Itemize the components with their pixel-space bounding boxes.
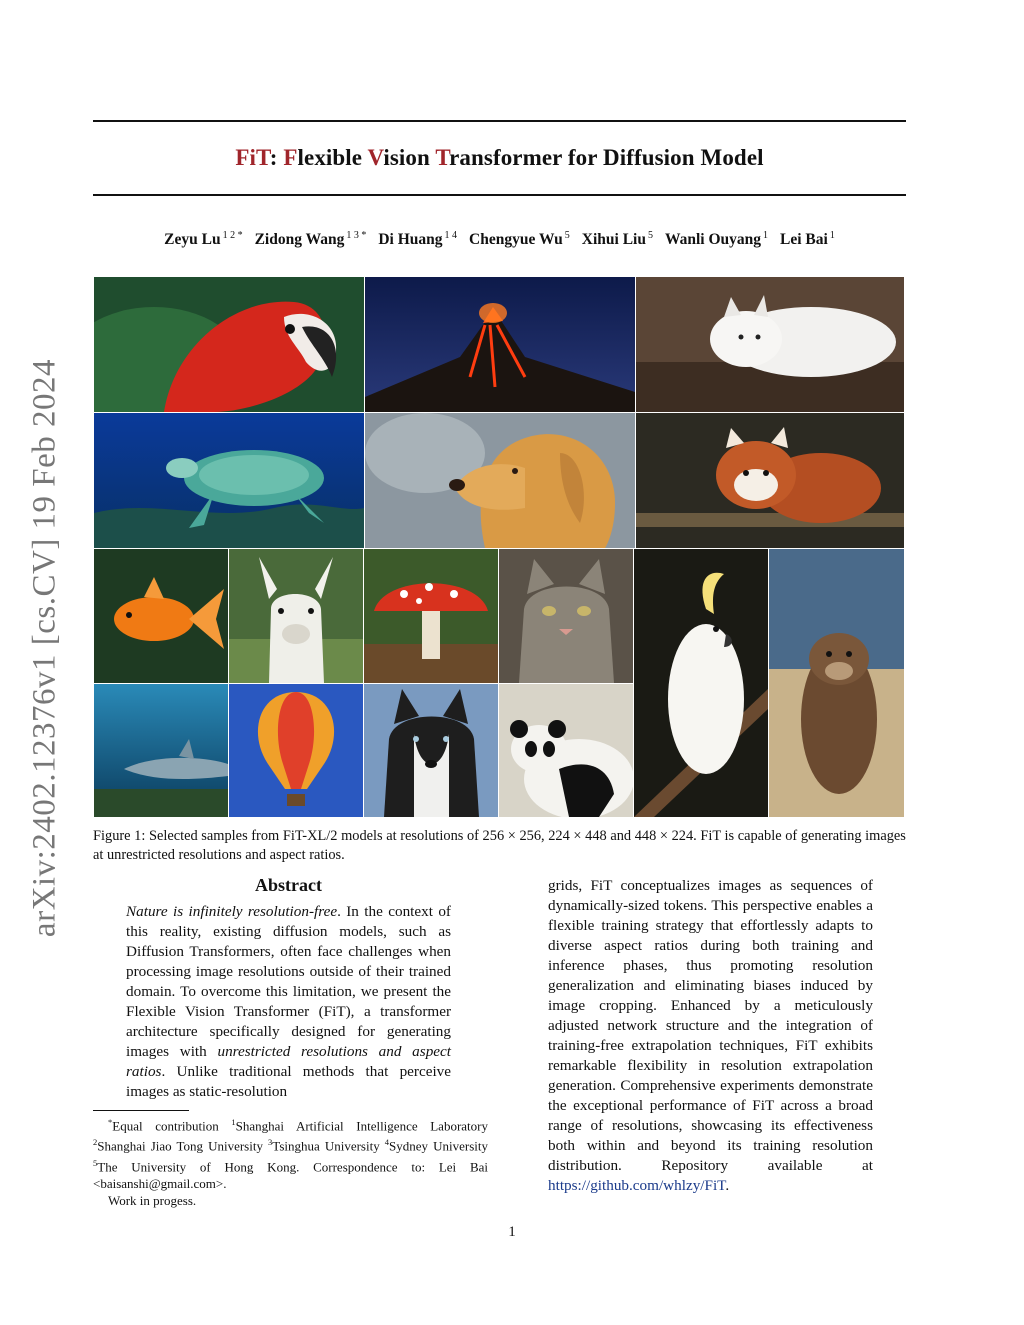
work-in-progress-note: Work in progess. xyxy=(108,1192,197,1208)
abstract-right-text: grids, FiT conceptualizes images as sequences of dynamically-sized tokens. This perspective enables a flexible training strategy that effortlessly adapts to diverse aspect ratios during both training and inference phases, thus promoting resolution generalization and eliminating biases induced by image cropping. Enhanced by a meticulously adjusted network structure and the integration of training-free extrapolation techniques, FiT exhibits remarkable flexibility in resolution extrapolation generation. Comprehensive experiments demonstrate the exceptional performance of FiT across a broad range of resolutions, showcasing its effectiveness both within and beyond its training resolution distribution. Repository available at xyxy=(548,877,873,1174)
author-name: Lei Bai xyxy=(780,231,828,249)
parrot-image xyxy=(94,277,364,412)
author-affiliation: 5 xyxy=(647,230,653,241)
author-name: Xihui Liu xyxy=(581,231,646,249)
title-part: F xyxy=(283,145,298,170)
author-name: Wanli Ouyang xyxy=(664,231,762,249)
title-part: : xyxy=(269,145,284,170)
turtle-image xyxy=(94,413,364,548)
otter-image xyxy=(769,549,904,817)
author-affiliation: 1 2 * xyxy=(222,230,243,241)
husky-image xyxy=(364,684,498,817)
author-name: Di Huang xyxy=(378,231,443,249)
footnote xyxy=(93,1114,488,1209)
dog-image xyxy=(365,413,635,548)
author-name: Zeyu Lu xyxy=(164,231,221,249)
author xyxy=(469,231,570,248)
author xyxy=(665,231,768,248)
goldfish-image xyxy=(94,549,228,683)
abstract-left-column xyxy=(126,902,451,1102)
title-part: V xyxy=(367,145,384,170)
paper-title xyxy=(93,145,906,171)
abstract-end: . xyxy=(725,1177,730,1194)
repository-link[interactable]: https://github.com/whlzy/FiT xyxy=(548,1177,726,1194)
abstract-right-column xyxy=(548,876,873,1196)
shark-image xyxy=(94,684,228,817)
top-rule xyxy=(93,120,906,122)
aff1: Shanghai Artificial Intelligence Laboratory xyxy=(235,1118,488,1134)
footnote-mark: * xyxy=(108,1117,113,1127)
aff4-sup: 4 xyxy=(384,1137,390,1148)
author-affiliation: 5 xyxy=(564,230,570,241)
author-name: Chengyue Wu xyxy=(469,231,563,249)
author xyxy=(378,231,457,248)
title-part: FiT xyxy=(235,145,270,170)
cockatoo-image xyxy=(634,549,768,817)
abstract-heading: Abstract xyxy=(255,875,322,895)
volcano-image xyxy=(365,277,635,412)
aff3: Tsinghua University xyxy=(272,1138,385,1154)
author-name: Zidong Wang xyxy=(254,231,345,249)
mushroom-image xyxy=(364,549,498,683)
figure-1-image-grid xyxy=(94,277,904,817)
figure-caption: Figure 1: Selected samples from FiT-XL/2 models at resolutions of 256 × 256, 224 × 448 and 448 × 224. FiT is capable of generating images at unrestricted resolutions and aspect ratios. xyxy=(93,828,906,863)
aff4: Sydney University xyxy=(389,1138,488,1154)
author xyxy=(255,231,367,248)
cat-image xyxy=(499,549,633,683)
author-list xyxy=(93,230,906,249)
author xyxy=(780,231,835,248)
footnote-rule xyxy=(93,1110,189,1111)
title-part: ransformer for Diffusion Model xyxy=(449,145,764,170)
footnote-equal-contribution: Equal contribution xyxy=(112,1118,232,1134)
author-affiliation: 1 xyxy=(829,230,835,241)
title-part: lexible xyxy=(297,145,368,170)
title-part: ision xyxy=(383,145,436,170)
abstract-italic-mid: unrestricted resolutions and aspect ratios xyxy=(126,1043,451,1080)
author xyxy=(164,231,242,248)
author-affiliation: 1 xyxy=(763,230,769,241)
aff3-sup: 3 xyxy=(268,1137,273,1148)
title-part: T xyxy=(435,145,450,170)
panda-image xyxy=(499,684,633,817)
aff2-sup: 2 xyxy=(93,1137,98,1148)
abstract-italic-lead: Nature is infinitely resolution-free xyxy=(126,903,338,920)
author-affiliation: 1 4 xyxy=(444,230,458,241)
balloon-image xyxy=(229,684,363,817)
arxiv-stamp: arXiv:2402.12376v1 [cs.CV] 19 Feb 2024 xyxy=(26,358,63,938)
author-affiliation: 1 3 * xyxy=(346,230,367,241)
page-number: 1 xyxy=(508,1224,516,1240)
aff5-sup: 5 xyxy=(93,1157,98,1168)
aff2: Shanghai Jiao Tong University xyxy=(97,1138,269,1154)
abstract-text-1: . In the context of this reality, existing diffusion models, such as Diffusion Transformers, often face challenges when processing image resolutions outside of their trained domain. To overcome this limitation, we present the Flexible Vision Transformer (FiT), a transformer architecture specifically designed for generating images with xyxy=(126,903,451,1060)
aff5: The University of Hong Kong. Correspondence to: Lei Bai <baisanshi@gmail.com>. xyxy=(93,1158,488,1191)
llama-image xyxy=(229,549,363,683)
author xyxy=(582,231,653,248)
title-bottom-rule xyxy=(93,194,906,196)
red-panda-image xyxy=(636,413,904,548)
abstract-text-2: . Unlike traditional methods that perceive images as static-resolution xyxy=(126,1063,451,1100)
aff1-sup: 1 xyxy=(231,1117,236,1127)
fox-image xyxy=(636,277,904,412)
